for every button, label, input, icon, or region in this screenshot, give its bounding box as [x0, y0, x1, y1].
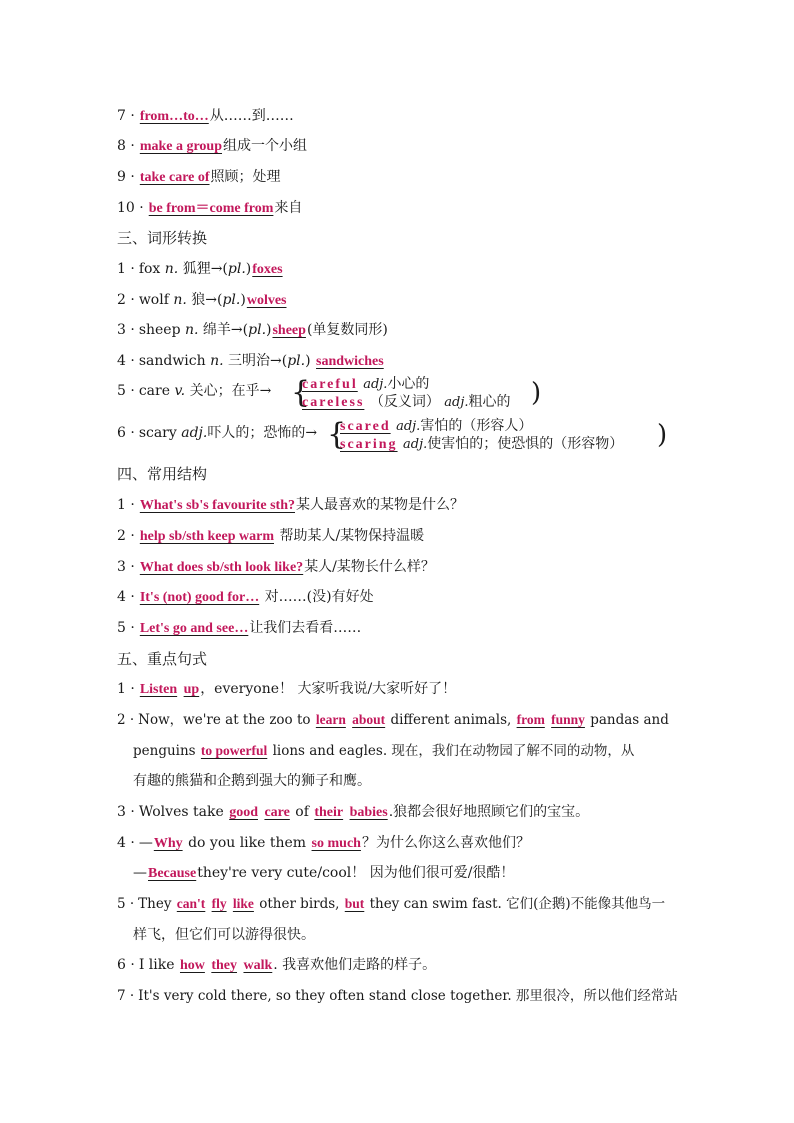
meaning-text: 狐狸→(	[182, 261, 228, 277]
item-number: 1 ·	[117, 497, 135, 513]
item-number: 5 ·	[117, 896, 135, 912]
item-number: 3 ·	[117, 804, 135, 820]
answer-text: up	[183, 682, 200, 697]
answer-text: It's (not) good for…	[139, 590, 260, 605]
answer-text: What's sb's favourite sth?	[139, 498, 295, 513]
item-number: 4 ·	[117, 835, 135, 851]
meaning-text: 帮助某人/某物保持温暖	[279, 528, 425, 544]
pos-text: adj.	[444, 395, 469, 410]
meaning-text: 狼→(	[191, 292, 223, 308]
note-text: (单复数同形)	[306, 322, 388, 338]
meaning-text: 使害怕的；使恐惧的（形容物）	[427, 436, 624, 452]
structure-row	[117, 587, 677, 608]
answer-text: good	[229, 805, 258, 820]
answer-text: scared	[340, 419, 391, 434]
answer-text: sandwiches	[316, 354, 384, 369]
answer-text: sheep	[272, 323, 306, 338]
answer-text: Let's go and see…	[139, 621, 249, 636]
answer-text: careless	[302, 395, 365, 410]
word-form-brace-row	[117, 374, 677, 414]
item-number: 10 ·	[117, 200, 144, 216]
sentence-continuation	[133, 771, 693, 791]
sentence-text: they can swim fast. 它们(企鹅)不能像其他鸟一	[369, 896, 666, 912]
phrase-row	[117, 136, 677, 157]
option-line	[301, 393, 511, 411]
item-number: 2 ·	[117, 712, 135, 728]
word-form-head	[117, 382, 271, 400]
answer-text: Why	[153, 836, 183, 851]
answer-text: wolves	[246, 293, 287, 308]
pos-text: n.	[185, 322, 199, 338]
answer-text: how	[179, 958, 205, 973]
sentence-text: . 我喜欢他们走路的样子。	[273, 957, 437, 973]
sentence-text: other birds,	[259, 896, 340, 912]
sentence-continuation	[133, 741, 693, 761]
brace-options	[301, 375, 511, 411]
phrase-row	[117, 106, 677, 127]
pos-text: n.	[210, 353, 224, 369]
sentence-text: penguins	[133, 743, 196, 759]
pos-text: adj.	[363, 377, 388, 392]
word-form-row	[117, 290, 677, 311]
answer-text: they	[211, 958, 238, 973]
answer-text: babies	[349, 805, 388, 820]
word-form-row	[117, 259, 677, 280]
meaning-text: 照顾；处理	[210, 169, 281, 185]
meaning-text: 对……(没)有好处	[264, 589, 374, 605]
section-heading: 四、常用结构	[117, 465, 208, 483]
answer-text: Listen	[139, 682, 178, 697]
option-line	[339, 417, 623, 435]
word-form-brace-row	[117, 416, 677, 456]
paren-text: )	[240, 292, 246, 308]
sentence-text: .狼都会很好地照顾它们的宝宝。	[388, 804, 590, 820]
answer-text: walk	[243, 958, 273, 973]
answer-text: from	[516, 712, 545, 727]
sentence-row	[117, 955, 677, 976]
answer-text: take care of	[139, 170, 210, 185]
sentence-text: pandas and	[590, 712, 669, 728]
item-number: 2 ·	[117, 292, 135, 308]
answer-text: learn	[315, 712, 346, 727]
plural-label: pl.	[227, 261, 246, 277]
structure-row	[117, 495, 677, 516]
meaning-text: 关心；在乎→	[189, 383, 272, 399]
sentence-text: ，everyone！ 大家听我说/大家听好了！	[200, 681, 457, 697]
word-text: wolf	[138, 292, 169, 308]
word-form-row	[117, 320, 677, 341]
word-text: scary	[138, 425, 177, 441]
item-number: 4 ·	[117, 589, 135, 605]
sentence-text: different animals,	[390, 712, 512, 728]
meaning-text: 来自	[274, 200, 303, 216]
sentence-row	[117, 679, 677, 700]
option-line	[339, 435, 623, 453]
sentence-row	[117, 894, 677, 914]
sentence-text: lions and eagles. 现在，我们在动物园了解不同的动物，从	[272, 743, 635, 759]
meaning-text: 小心的	[387, 376, 430, 392]
meaning-text: 组成一个小组	[223, 138, 308, 154]
note-text: （反义词）	[369, 394, 440, 410]
phrase-row	[117, 198, 677, 219]
pos-text: adj.	[403, 437, 428, 452]
word-text: sheep	[138, 322, 181, 338]
sentence-row	[117, 833, 677, 854]
item-number: 8 ·	[117, 138, 135, 154]
item-number: 1 ·	[117, 261, 135, 277]
answer-text: so much	[311, 836, 361, 851]
answer-text: be from＝come from	[148, 201, 274, 216]
dash-text: —	[138, 835, 153, 851]
sentence-continuation	[133, 863, 693, 884]
meaning-text: 某人/某物长什么样？	[304, 559, 435, 575]
sentence-text: 有趣的熊猫和企鹅到强大的狮子和鹰。	[133, 773, 371, 789]
structure-row	[117, 526, 677, 547]
item-number: 1 ·	[117, 681, 135, 697]
plural-label: pl.	[287, 353, 306, 369]
section-heading: 三、词形转换	[117, 229, 208, 247]
sentence-continuation	[133, 925, 693, 945]
answer-text: Because	[148, 866, 197, 881]
item-number: 7 ·	[117, 108, 135, 124]
answer-text: fly	[211, 896, 227, 911]
sentence-text: It's very cold there, so they often stand close together. 那里很冷，所以他们经常站	[138, 988, 678, 1004]
right-paren-icon: )	[657, 420, 668, 450]
pos-text: v.	[174, 383, 186, 399]
answer-text: What does sb/sth look like?	[139, 560, 304, 575]
sentence-text: ？为什么你这么喜欢他们？	[361, 835, 530, 851]
item-number: 5 ·	[117, 383, 135, 399]
plural-label: pl.	[248, 322, 267, 338]
structure-row	[117, 618, 677, 639]
meaning-text: 绵羊→(	[202, 322, 249, 338]
pos-text: adj.	[181, 425, 208, 441]
pos-text: n.	[164, 261, 179, 277]
answer-text: careful	[302, 377, 358, 392]
item-number: 3 ·	[117, 559, 135, 575]
item-number: 7 ·	[117, 988, 135, 1004]
left-brace-icon: {	[327, 417, 347, 452]
answer-text: scaring	[340, 437, 398, 452]
word-text: fox	[138, 261, 161, 277]
answer-text: make a group	[139, 139, 223, 154]
paren-text: )	[245, 261, 252, 277]
answer-text: help sb/sth keep warm	[139, 529, 274, 544]
sentence-text: of	[295, 804, 309, 820]
word-form-head	[117, 424, 317, 442]
answer-text: care	[264, 805, 290, 820]
meaning-text: 三明治→(	[228, 353, 288, 369]
meaning-text: 从……到……	[209, 108, 294, 124]
item-number: 9 ·	[117, 169, 135, 185]
answer-text: but	[344, 896, 365, 911]
brace-options	[339, 417, 623, 453]
left-brace-icon: {	[291, 375, 311, 410]
paren-text: )	[266, 322, 272, 338]
sentence-row	[117, 802, 677, 823]
answer-text: like	[232, 896, 254, 911]
meaning-text: 粗心的	[468, 394, 511, 410]
answer-text: from…to…	[139, 109, 209, 124]
sentence-text: do you like them	[188, 835, 307, 851]
item-number: 5 ·	[117, 620, 135, 636]
phrase-row	[117, 167, 677, 188]
option-line	[301, 375, 511, 393]
answer-text: can't	[176, 896, 206, 911]
answer-text: their	[314, 805, 344, 820]
pos-text: n.	[173, 292, 187, 308]
pos-text: adj.	[396, 419, 421, 434]
word-text: sandwich	[138, 353, 206, 369]
sentence-text: Wolves take	[138, 804, 224, 820]
meaning-text: 让我们去看看……	[249, 620, 362, 636]
answer-text: funny	[551, 712, 585, 727]
word-text: care	[138, 383, 170, 399]
meaning-text: 吓人的；恐怖的→	[207, 425, 318, 441]
structure-row	[117, 557, 677, 578]
answer-text: to powerful	[200, 743, 268, 758]
item-number: 6 ·	[117, 425, 135, 441]
plural-label: pl.	[222, 292, 241, 308]
sentence-row	[117, 986, 677, 1006]
sentence-text: I like	[138, 957, 175, 973]
sentence-row	[117, 710, 677, 730]
sentence-text: they're very cute/cool！ 因为他们很可爱/很酷！	[197, 865, 515, 881]
sentence-text: Now，we're at the zoo to	[138, 712, 311, 728]
item-number: 3 ·	[117, 322, 135, 338]
section-heading: 五、重点句式	[117, 650, 208, 668]
item-number: 6 ·	[117, 957, 135, 973]
meaning-text: 害怕的（形容人）	[420, 418, 533, 434]
answer-text: foxes	[252, 262, 283, 277]
right-paren-icon: )	[531, 378, 542, 408]
dash-text: —	[133, 865, 147, 881]
sentence-text: 样飞，但它们可以游得很快。	[133, 927, 315, 943]
word-form-row	[117, 351, 677, 372]
item-number: 4 ·	[117, 353, 135, 369]
answer-text: about	[352, 712, 386, 727]
sentence-text: They	[138, 896, 172, 912]
paren-text: )	[305, 353, 311, 369]
item-number: 2 ·	[117, 528, 135, 544]
meaning-text: 某人最喜欢的某物是什么？	[296, 497, 464, 513]
